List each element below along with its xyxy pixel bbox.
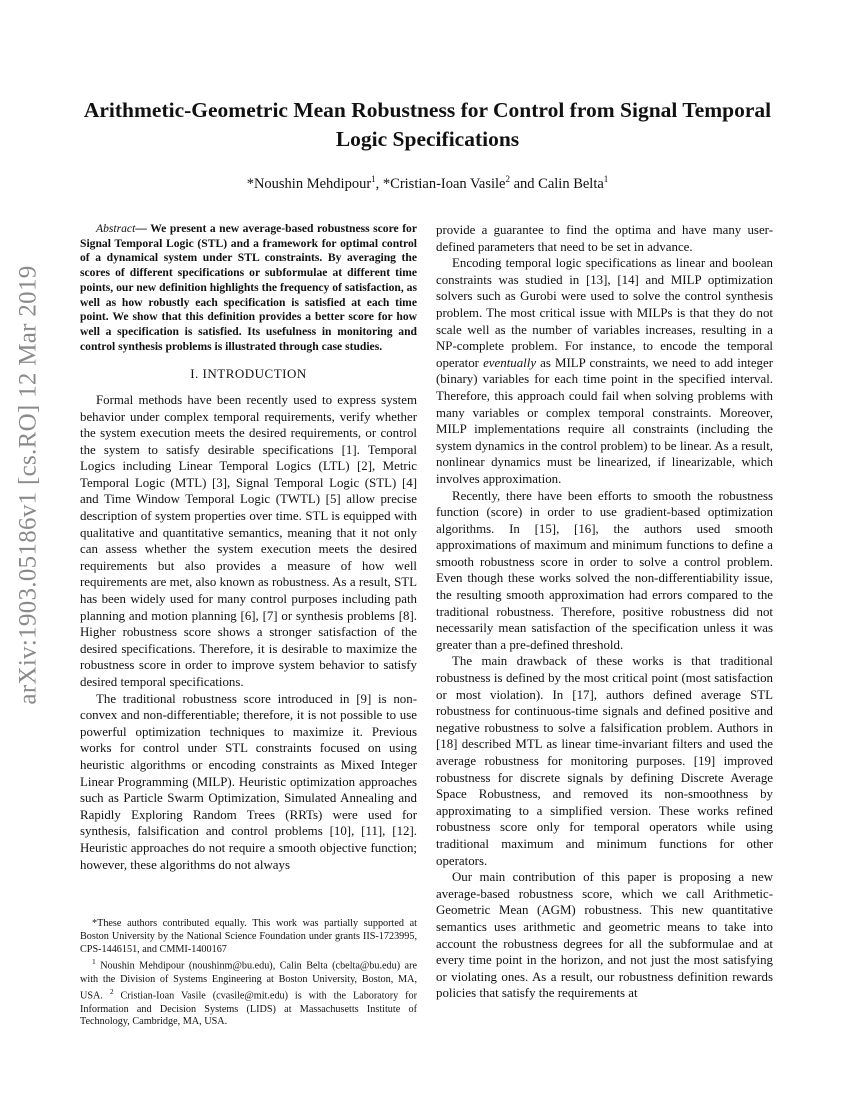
- right-column: [436, 222, 773, 1002]
- footnote-text: Cristian-Ioan Vasile (cvasile@mit.edu) is with the Laboratory for Information and Decision Systems (LIDS) at Massachusetts Institute of Technology, Cambridge, MA, USA.: [80, 990, 417, 1028]
- abstract-text: — We present a new average-based robustness score for Signal Temporal Logic (STL) and a framework for optimal control of a dynamical system under STL constraints. By averaging the scores of different specifications or subformulae at different time points, our new definition highlights the frequency of satisfaction, as well as how robustly each specification is satisfied at each time point. We show that this definition provides a better score for how well a specification is satisfied. Its usefulness in monitoring and control synthesis problems is illustrated through case studies.: [80, 222, 417, 353]
- affiliation-marker: 1: [371, 174, 376, 184]
- body-paragraph: Our main contribution of this paper is proposing a new average-based robustness score, which we call Arithmetic-Geometric Mean (AGM) robustness. This new quantitative semantics uses arithmetic and geometric means to take into account the robustness degrees for all the subformulae and at every time point in the horizon, and not just the most satisfying or violating ones. As a result, our robustness definition rewards policies that satisfy the requirements at: [436, 870, 773, 1001]
- paragraph-text: Encoding temporal logic specifications as linear and boolean constraints was studied in [13], [14] and MILP optimization solvers such as Gurobi were used to solve the control synthesis problem. The most critical issue with MILPs is that they do not scale well as the number of variables increases, resulting in a NP-complete problem. For instance, to encode the temporal operator: [436, 256, 773, 370]
- author-name: Calin Belta: [538, 175, 604, 192]
- footnotes: [80, 918, 417, 1029]
- footnote: *These authors contributed equally. This work was partially supported at Boston University by the National Science Foundation under grants IIS-1723995, CPS-1446151, and CMMI-1400167: [80, 918, 417, 955]
- body-paragraph: provide a guarantee to find the optima and have many user-defined parameters that need to be set in advance.: [436, 223, 773, 254]
- abstract-label: Abstract: [96, 222, 136, 235]
- author-name: *Noushin Mehdipour: [246, 175, 372, 192]
- section-heading: I. INTRODUCTION: [190, 366, 307, 382]
- author-separator: and: [509, 175, 539, 192]
- footnote: [80, 956, 417, 1029]
- paper-title: Arithmetic-Geometric Mean Robustness for Control from Signal Temporal Logic Specifications: [83, 98, 772, 151]
- footnote-text: Noushin Mehdipour (noushinm@bu.edu), Calin Belta (cbelta@bu.edu) are with the Division of Systems Engineering at Boston University, Boston, MA, USA.: [80, 960, 417, 1002]
- affiliation-marker: 1: [603, 174, 609, 184]
- abstract: [80, 222, 417, 354]
- arxiv-identifier-stamp: [2, 265, 56, 705]
- arxiv-identifier-text: arXiv:1903.05186v1 [cs.RO] 12 Mar 2019: [15, 265, 42, 705]
- footnote-marker: 2: [109, 987, 114, 997]
- affiliation-marker: 2: [505, 174, 510, 184]
- author-separator: ,: [375, 175, 383, 192]
- body-paragraph: Formal methods have been recently used to express system behavior under complex temporal requirements, verify whether the system execution meets the desired requirements, or control the system to satisfy desirable specifications [1]. Temporal Logics including Linear Temporal Logics (LTL) [2], Metric Temporal Logic (MTL) [3], Signal Temporal Logic (STL) [4] and Time Window Temporal Logic (TWTL) [5] allow precise description of system properties over time. STL is equipped with qualitative and quantitative semantics, meaning that it not only can assess whether the system execution meets the desired requirements but also provides a measure of how well requirements are met, also known as robustness. As a result, STL has been widely used for many control purposes including path planning and motion planning [6], [7] or synthesis problems [8]. Higher robustness score shows a stronger satisfaction of the desired specifications. Therefore, it is desirable to maximize the robustness score in order to improve system behavior to satisfy desired temporal specifications.: [80, 392, 417, 690]
- body-paragraph: Recently, there have been efforts to smooth the robustness function (score) in order to use gradient-based optimization algorithms. In [15], [16], the authors used smooth approximations of maximum and minimum functions to define a smooth robustness score in order to solve a control problem. Even though these works solved the non-differentiability issue, the resulting smooth approximation had errors compared to the traditional robustness. Therefore, positive robustness did not necessarily mean satisfaction of the specification unless it was greater than a pre-defined threshold.: [436, 488, 773, 652]
- body-paragraph: The traditional robustness score introduced in [9] is non-convex and non-differentiable; therefore, it is not possible to use powerful optimization techniques to maximize it. Previous works for control under STL constraints focused on using heuristic algorithms or encoding constraints as Mixed Integer Linear Programming (MILP). Heuristic optimization approaches such as Particle Swarm Optimization, Simulated Annealing and Rapidly Exploring Random Trees (RRTs) were used for synthesis, falsification and control problems [10], [11], [12]. Heuristic approaches do not require a smooth objective function; however, these algorithms do not always: [80, 691, 417, 872]
- author-name: *Cristian-Ioan Vasile: [382, 175, 506, 192]
- body-paragraph: The main drawback of these works is that traditional robustness is defined by the most critical point (most satisfaction or most violation). In [17], authors defined average STL robustness for continuous-time signals and defined positive and negative robustness to solve a falsification problem. Authors in [18] described MTL as linear time-invariant filters and used the average robustness for monitoring purposes. [19] improved robustness for discrete signals by defining Discrete Average Space Robustness, and removed its non-smoothness by approximating to a simplified version. These works refined robustness score only for temporal operators while using traditional maximum and minimum functions for other operators.: [436, 654, 773, 868]
- author-line: [80, 174, 775, 193]
- body-paragraph: [436, 255, 773, 487]
- footnote-marker: 1: [92, 957, 96, 967]
- temporal-operator: eventually: [483, 355, 537, 370]
- left-column: [80, 222, 417, 873]
- paragraph-text: as MILP constraints, we need to add integer (binary) variables for each time point in the specified interval. Therefore, this approach could fail when solving problems with many variables or complex temporal constraints. Moreover, MILP implementations require all constraints (including the system dynamics in the control problem) to be linear. As a result, nonlinear dynamics must be linearized, if linearizable, which involves approximation.: [436, 355, 773, 486]
